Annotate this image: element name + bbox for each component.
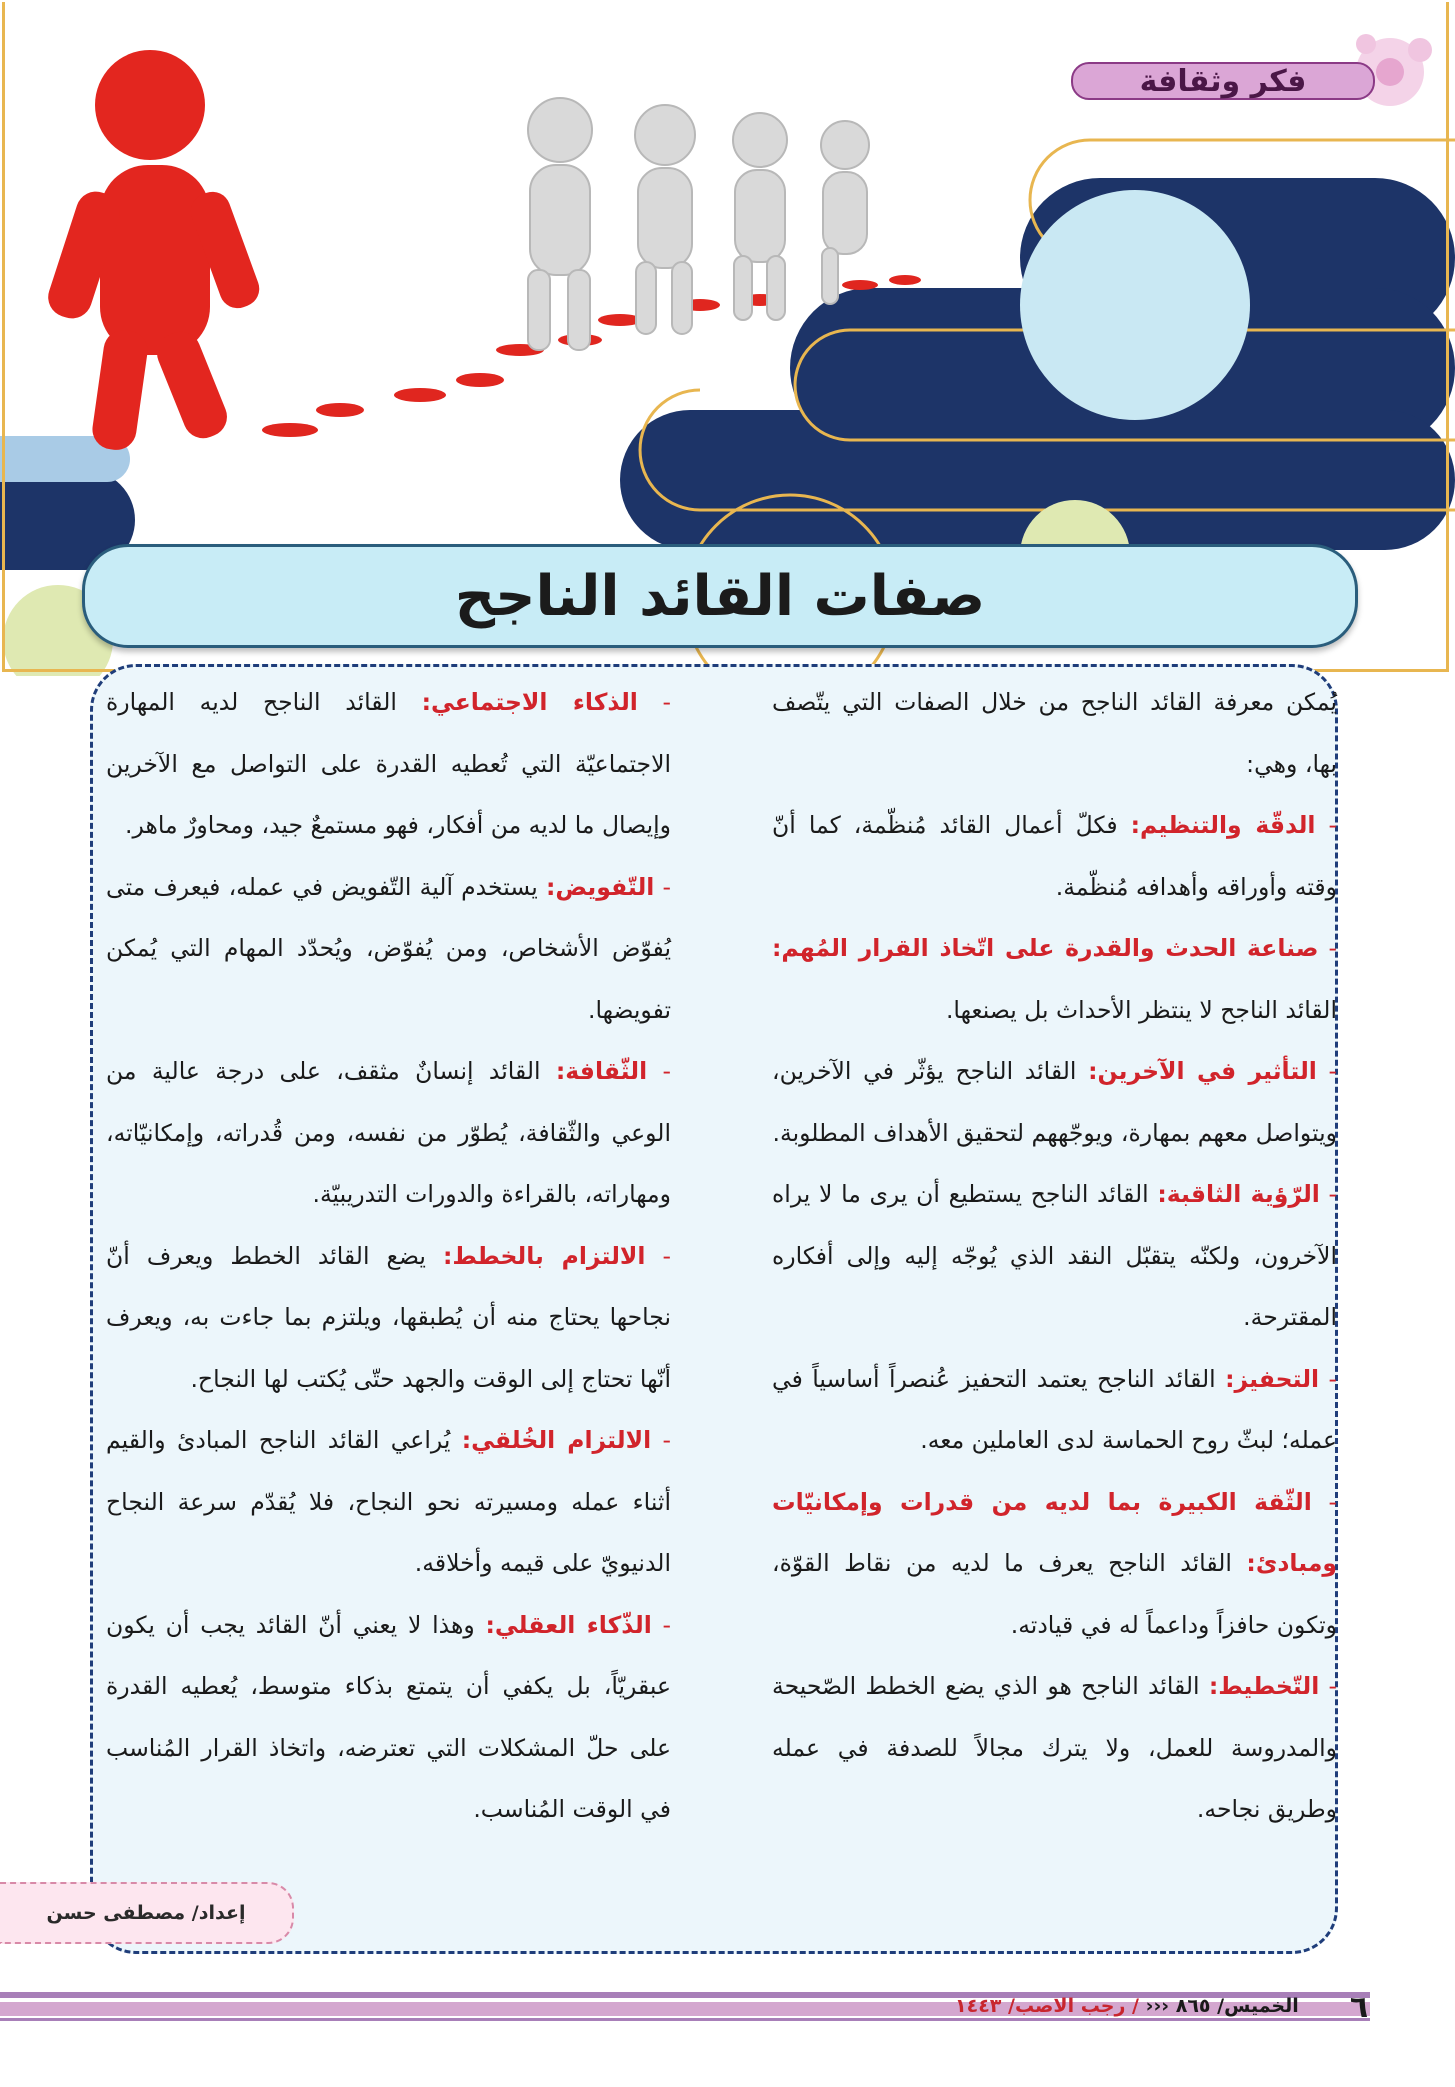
trait-text: القائد الناجح لديه المهارة الاجتماعيّة التي تُعطيه القدرة على التواصل مع الآخرين وإيصال ما لديه من أفكار، فهو مستمعٌ جيد، ومحاورٌ ماهر. [106, 688, 671, 839]
trait-text: يضع القائد الخطط ويعرف أنّ نجاحها يحتاج منه أن يُطبقها، ويلتزم بما جاءت به، ويعرف أنّها تحتاج إلى الوقت والجهد حتّى يُكتب لها النجاح. [106, 1241, 671, 1393]
footer-issue-info [955, 1995, 1299, 2017]
trait-item: - الالتزام بالخطط: يضع القائد الخطط ويعرف أنّ نجاحها يحتاج منه أن يُطبقها، ويلتزم بما جاءت به، ويعرف أنّها تحتاج إلى الوقت والجهد حتّى يُكتب لها النجاح. [106, 1241, 671, 1393]
trait-text: القائد الناجح يستطيع أن يرى ما لا يراه الآخرون، ولكنّه يتقبّل النقد الذي يُوجّه إليه وإلى أفكاره المقترحة. [772, 1180, 1337, 1331]
trait-text: فكلّ أعمال القائد مُنظّمة، كما أنّ وقته وأوراقه وأهدافه مُنظّمة. [772, 811, 1337, 901]
article-column-right [772, 672, 1337, 1841]
page-title: صفات القائد الناجح [454, 563, 986, 629]
trait-term: التّخطيط: [1208, 1672, 1320, 1700]
intro-paragraph: يُمكن معرفة القائد الناجح من خلال الصفات التي يتّصف بها، وهي: [772, 688, 1337, 778]
trait-item: - صناعة الحدث والقدرة على اتّخاذ القرار المُهم: القائد الناجح لا ينتظر الأحداث بل يصنعها. [772, 934, 1337, 1024]
trait-item: - التّخطيط: القائد الناجح هو الذي يضع الخطط الصّحيحة والمدروسة للعمل، ولا يترك مجالاً للصدفة في عمله وطريق نجاحه. [772, 1672, 1337, 1823]
trait-term: الثّقافة: [555, 1057, 648, 1085]
trait-item: - الرّؤية الثاقبة: القائد الناجح يستطيع أن يرى ما لا يراه الآخرون، ولكنّه يتقبّل النقد الذي يُوجّه إليه وإلى أفكاره المقترحة. [772, 1180, 1338, 1331]
trait-term: التحفيز: [1225, 1364, 1320, 1393]
trait-text: القائد الناجح يعرف ما لديه من نقاط القوّة، وتكون حافزاً وداعماً له في قيادته. [772, 1549, 1337, 1639]
trait-term: التّفويض: [545, 872, 655, 901]
author-credit: إعداد/ مصطفى حسن [0, 1882, 294, 1944]
trait-text: يُراعي القائد الناجح المبادئ والقيم أثناء عمله ومسيرته نحو النجاح، فلا يُقدّم سرعة النجاح الدنيويّ على قيمه وأخلاقه. [106, 1426, 671, 1577]
trait-term: الرّؤية الثاقبة: [1157, 1180, 1320, 1208]
article-column-left [106, 672, 671, 1841]
trait-term: الدقّة والتنظيم: [1130, 811, 1316, 839]
trait-term: صناعة الحدث والقدرة على اتّخاذ القرار المُهم: [772, 934, 1319, 962]
issue-number: الخميس/ ٨٦٥ ‹‹‹ [1139, 1995, 1299, 2017]
trait-item: - الذكاء الاجتماعي: القائد الناجح لديه المهارة الاجتماعيّة التي تُعطيه القدرة على التواصل مع الآخرين وإيصال ما لديه من أفكار، فهو مستمعٌ جيد، ومحاورٌ ماهر. [106, 688, 671, 839]
header-banner [0, 0, 1455, 676]
trait-term: التأثير في الآخرين: [1088, 1057, 1317, 1085]
trait-item: - التحفيز: القائد الناجح يعتمد التحفيز عُنصراً أساسياً في عمله؛ لبثّ روح الحماسة لدى العاملين معه. [772, 1364, 1337, 1454]
trait-text: القائد الناجح هو الذي يضع الخطط الصّحيحة والمدروسة للعمل، ولا يترك مجالاً للصدفة في عمله وطريق نجاحه. [772, 1672, 1337, 1823]
trait-item: - التّفويض: يستخدم آلية التّفويض في عمله، فيعرف متى يُفوّض الأشخاص، ومن يُفوّض، ويُحدّد المهام التي يُمكن تفويضها. [106, 872, 672, 1024]
trait-item: - الذّكاء العقلي: وهذا لا يعني أنّ القائد يجب أن يكون عبقريّاً، بل يكفي أن يتمتع بذكاء متوسط، يُعطيه القدرة على حلّ المشكلات التي تعترضه، واتخاذ القرار المُناسب في الوقت المُناسب. [106, 1610, 671, 1823]
trait-item: - الثّقة الكبيرة بما لديه من قدرات وإمكانيّات ومبادئ: القائد الناجح يعرف ما لديه من نقاط القوّة، وتكون حافزاً وداعماً له في قيادته. [772, 1487, 1337, 1639]
trait-term: الالتزام بالخطط: [443, 1241, 646, 1270]
trait-text: القائد الناجح يؤثّر في الآخرين، ويتواصل معهم بمهارة، ويوجّههم لتحقيق الأهداف المطلوبة. [772, 1057, 1337, 1147]
trait-term: الذّكاء العقلي: [485, 1610, 652, 1639]
trait-term: الالتزام الخُلقي: [461, 1426, 652, 1454]
trait-text: القائد الناجح لا ينتظر الأحداث بل يصنعها. [945, 995, 1337, 1024]
trait-term: الثّقة الكبيرة بما لديه من قدرات وإمكانيّات ومبادئ: [772, 1487, 1337, 1577]
trait-text: يستخدم آلية التّفويض في عمله، فيعرف متى يُفوّض الأشخاص، ومن يُفوّض، ويُحدّد المهام التي يُمكن تفويضها. [106, 872, 671, 1024]
page-number: ٦ [1349, 1989, 1369, 2025]
trait-text: القائد الناجح يعتمد التحفيز عُنصراً أساسياً في عمله؛ لبثّ روح الحماسة لدى العاملين معه. [772, 1364, 1337, 1454]
section-label: فكر وثقافة [1071, 62, 1375, 100]
trait-term: الذكاء الاجتماعي: [421, 688, 638, 716]
trait-item: - الثّقافة: القائد إنسانٌ مثقف، على درجة عالية من الوعي والثّقافة، يُطوّر من نفسه، ومن قُدراته، وإمكانيّاته، ومهاراته، بالقراءة والدورات التدريبيّة. [106, 1057, 671, 1208]
trait-text: وهذا لا يعني أنّ القائد يجب أن يكون عبقريّاً، بل يكفي أن يتمتع بذكاء متوسط، يُعطيه القدرة على حلّ المشكلات التي تعترضه، واتخاذ القرار المُناسب في الوقت المُناسب. [106, 1610, 671, 1823]
issue-date: / رجب الاصب/ ١٤٤٣ [955, 1995, 1139, 2017]
trait-text: القائد إنسانٌ مثقف، على درجة عالية من الوعي والثّقافة، يُطوّر من نفسه، ومن قُدراته، وإمكانيّاته، ومهاراته، بالقراءة والدورات التدريبيّة. [106, 1057, 671, 1208]
trait-item: - الدقّة والتنظيم: فكلّ أعمال القائد مُنظّمة، كما أنّ وقته وأوراقه وأهدافه مُنظّمة. [772, 811, 1337, 901]
trait-item: - الالتزام الخُلقي: يُراعي القائد الناجح المبادئ والقيم أثناء عمله ومسيرته نحو النجاح، فلا يُقدّم سرعة النجاح الدنيويّ على قيمه وأخلاقه. [106, 1426, 671, 1577]
trait-item: - التأثير في الآخرين: القائد الناجح يؤثّر في الآخرين، ويتواصل معهم بمهارة، ويوجّههم لتحقيق الأهداف المطلوبة. [772, 1057, 1338, 1147]
title-bar [82, 544, 1358, 648]
